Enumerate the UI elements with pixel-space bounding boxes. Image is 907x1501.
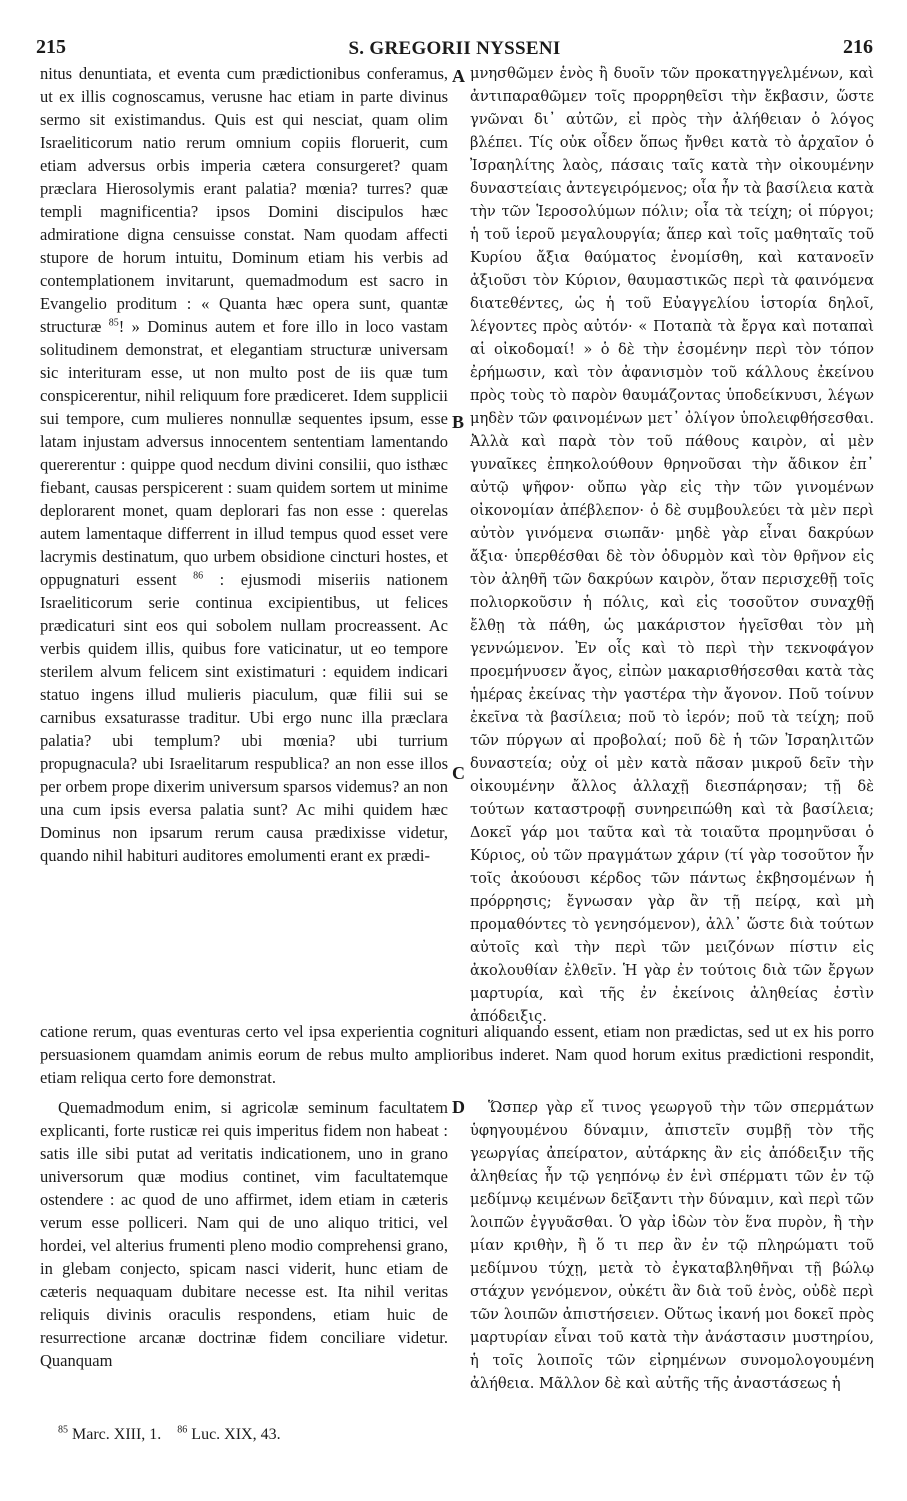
greek-column-top bbox=[470, 62, 874, 1028]
latin-paragraph: Quemadmodum enim, si agricolæ seminum facultatem explicanti, forte rusticæ rei quis imperitus fidem non habeat : satis ille sibi putat ad veritatis indicationem, uno in grano universorum quæ modius continet, vim facultatemque ostendere : ac quod de uno affirmet, idem etiam in cæteris verum esse polliceri. Nam qui de uno aliquo tritici, vel hordei, vel alterius frumenti pleno modio comprehensi grano, in glebam conjecto, spicam nasci viderit, hunc etiam de cæteris nequaquam dubitare necesse est. Ita nihil veritas reliquis divinis oraculis respondens, etiam huic de resurrectione arcanæ doctrinæ fidem conciliare videtur. Quanquam bbox=[40, 1098, 448, 1370]
margin-marker-c: C bbox=[452, 763, 465, 783]
latin-spanning-text bbox=[40, 1020, 874, 1089]
greek-column-bottom bbox=[470, 1096, 874, 1395]
footnote-ref: 86 bbox=[193, 570, 204, 582]
margin-marker-d: D bbox=[452, 1097, 465, 1117]
running-header bbox=[30, 36, 879, 60]
page-number-right: 216 bbox=[843, 36, 873, 58]
footnote-ref: 85 bbox=[108, 317, 119, 329]
running-title: S. GREGORII NYSSENI bbox=[348, 38, 561, 59]
greek-paragraph: μνησθῶμεν ἑνὸς ἢ δυοῖν τῶν προκατηγγελμένων, καὶ ἀντιπαραθῶμεν τοῖς προρρηθεῖσι τὴν ἔκβασιν, ὥστε γνῶναι δι᾽ αὐτῶν, εἰ πρὸς τὴν ἀλήθειαν ὁ λόγος βλέπει. Τίς οὐκ οἶδεν ὅπως ἤνθει κατὰ τὸ ἀρχαῖον ὁ Ἰσραηλίτης λαὸς, πάσαις ταῖς κατὰ τὴν οἰκουμένην δυναστείαις ἀντεγειρόμενος; οἷα ἦν τὰ βασίλεια κατὰ τὴν τῶν Ἱεροσολύμων πόλιν; οἷα τὰ τείχη; οἱ πύργοι; ἡ τοῦ ἱεροῦ μεγαλουργία; ἅπερ καὶ τοῖς μαθηταῖς τοῦ Κυρίου ἄξια θαύματος ἐνομίσθη, καὶ κατανοεῖν ἀξιοῦσι τὸν Κύριον, θαυμαστικῶς περὶ τὰ φαινόμενα διατεθέντες, ὡς ἡ τοῦ Εὐαγγελίου ἱστορία δηλοῖ, λέγοντες πρὸς αὐτόν· « Ποταπὰ τὰ ἔργα καὶ ποταπαὶ αἱ οἰκοδομαί! » ὁ δὲ τὴν ἐσομένην περὶ τὸν τόπον ἐρήμωσιν, καὶ τὸν ἀφανισμὸν τοῦ κάλλους ἐκείνου πρὸς τοὺς τὸ παρὸν θαυμάζοντας ὑποδείκνυσι, λέγων μηδὲν τῶν φαινομένων μετ᾽ ὀλίγον ὑπολειφθήσεσθαι. Ἀλλὰ καὶ παρὰ τὸν τοῦ πάθους καιρὸν, αἱ μὲν γυναῖκες ἐπηκολούθουν θρηνοῦσαι τὴν ἄδικον ἐπ᾽ αὐτῷ ψῆφον· οὔπω γὰρ εἰς τὴν τῶν γινομένων οἰκονομίαν ἀπέβλεπον· ὁ δὲ συμβουλεύει τὰ μὲν περὶ αὐτὸν γινόμενα σιωπᾶν· μηδὲ γὰρ εἶναι δακρύων ἄξια· ὑπερθέσθαι δὲ τὸν ὀδυρμὸν καὶ τὸν θρῆνον εἰς τὸν ἀληθῆ τῶν δακρύων καιρὸν, ὅταν περισχεθῇ τοῖς πολιορκοῦσιν ἡ πόλις, καὶ εἰς τοσοῦτον συναχθῇ ἔλθῃ τὰ πάθη, ὡς μακάριστον ἡγεῖσθαι τὸν μὴ γεννώμενον. Ἐν οἷς καὶ τὸ περὶ τὴν τεκνοφάγον προεμήνυσεν ἄγος, εἰπὼν μακαρισθήσεσθαι κατὰ τὰς ἡμέρας ἐκείνας τὴν γαστέρα τὴν ἄγονον. Ποῦ τοίνυν ἐκεῖνα τὰ βασίλεια; ποῦ τὸ ἱερόν; ποῦ τὰ τείχη; ποῦ τῶν πύργων αἱ προβολαί; ποῦ δὲ ἡ τῶν Ἰσραηλιτῶν δυναστεία; οὐχ οἱ μὲν κατὰ πᾶσαν μικροῦ δεῖν τὴν οἰκουμένην ἄλλος ἀλλαχῇ διεσπάρησαν; τῇ δὲ τούτων καταστροφῇ συνηρειπώθη καὶ τὰ βασίλεια; Δοκεῖ γάρ μοι ταῦτα καὶ τὰ τοιαῦτα προμηνῦσαι ὁ Κύριος, οὐ τῶν πραγμάτων χάριν (τί γὰρ τοσοῦτον ἦν τοῖς ἀκούουσι κέρδος τῶν πάντως ἐκβησομένων ἡ πρόρρησις; ἔγνωσαν γὰρ ἂν τῇ πείρᾳ, καὶ μὴ προμαθόντες τὸ γενησόμενον), ἀλλ᾽ ὥστε διὰ τούτων αὐτοῖς καὶ τὴν περὶ τῶν μειζόνων πίστιν εἰς ἀκολουθίαν ἐλθεῖν. Ἡ γὰρ ἐν τούτοις διὰ τῶν ἔργων μαρτυρία, καὶ τῆς ἐν ἐκείνοις ἀληθείας ἐστὶν ἀπόδειξις. bbox=[470, 65, 874, 1025]
margin-marker-b: B bbox=[452, 412, 465, 432]
footnotes bbox=[58, 1426, 281, 1444]
page-number-left: 215 bbox=[36, 36, 66, 58]
footnote-text: Luc. XIX, 43. bbox=[191, 1426, 281, 1443]
latin-paragraph: catione rerum, quas eventuras certo vel ipsa experientia cogniturі aliquando essent, etiam non prædictas, sed ut ex his porro persuasionem quamdam animis eorum de rebus multo amplioribus inderet. Nam quod horum exitus prædictioni respondit, etiam reliqua certo fore demonstrat. bbox=[40, 1022, 874, 1087]
footnote-number: 86 bbox=[177, 1424, 188, 1436]
latin-column-bottom bbox=[40, 1096, 448, 1372]
latin-paragraph: nitus denuntiata, et eventa cum prædictionibus conferamus, ut ex illis cognoscamus, verusne hac etiam in parte divinus sermo sit existimandus. Quis est qui nesciat, quam olim Israeliticorum natio rerum omnium copiis floruerit, cum etiam adversus orbis imperia cætera consurgeret? quam præclara Hierosolymis erant palatia? mœnia? turres? quæ templi magnificentia? ipsos Domini discipulos hæc admiratione digna censuisse constat. Nam quodam affecti stupore de horum intuitu, Dominum etiam his verbis ad contemplationem invitarunt, quemadmodum est sacro in Evangelio proditum : « Quanta hæc opera sunt, quantæ structuræ $^{85}$! » Dominus autem et fore illo in loco vastam solitudinem demonstrat, et elegantiam structuræ universam sic interituram esse, ut non multo post de iis quæ tum conspicerentur, nihil reliquum fore prædiceret. Idem supplicii sui tempore, cum mulieres nonnullæ sequentes ipsum, esse latam injustam adversus innocentem sententiam lamentando quererentur : quippe quod necdum divini consilii, quo isthæc fiebant, causas perspicerent : suam quidem sortem ut minime deplorarent monet, quam deplorari fas non esse : querelas autem lamentaque differrent in illud tempus quod esset vere lacrymis destinatum, quo urbem obsidione cincturi hostes, et oppugnaturi essent $^{86}$ : ejusmodi miseriis nationem Israeliticorum serie continua excipientibus, ut felices prædicaturi sint eos qui sobolem nullam procreassent. Ac verbis quidem illis, quibus fore vaticinatur, ut eo tempore sterilem alvum felicem sint existimaturi : equidem indicari statuo ingens illud mulieris piaculum, quæ filii sui se carnibus exsaturasse traditur. Ubi ergo nunc illa præclara palatia? ubi templum? ubi mœnia? ubi turrium propugnacula? ubi Israelitarum respublica? an non esse illos per orbem prope dixerim universum sparsos videmus? an non una cum ipsis eversa palatia sunt? Ac mihi quidem hæc Dominus non ipsarum rerum causa prædixisse videtur, quando nihil habituri auditores emolumenti erant ex prædi- bbox=[40, 64, 449, 865]
footnote-number: 85 bbox=[58, 1424, 68, 1436]
footnote-text: Marc. XIII, 1. bbox=[72, 1426, 162, 1443]
margin-marker-a: A bbox=[452, 66, 465, 86]
greek-paragraph: Ὥσπερ γὰρ εἴ τινος γεωργοῦ τὴν τῶν σπερμάτων ὑφηγουμένου δύναμιν, ἀπιστεῖν συμβῇ τὸν τῆς γεωργίας ἀπείρατον, αὐτάρκης ἂν εἰς ἀπόδειξιν τῆς ἀληθείας ἦν τῷ γεηπόνῳ ἐν ἑνὶ σπέρματι τῶν ἐν τῷ μεδίμνῳ κειμένων δεῖξαντι τὴν δύναμιν, καὶ περὶ τῶν λοιπῶν ἐγγυᾶσθαι. Ὁ γὰρ ἰδὼν τὸν ἕνα πυρὸν, ἢ τὴν μίαν κριθὴν, ἢ ὅ τι περ ἂν ἐν τῷ πληρώματι τοῦ μεδίμνου τύχῃ, μετὰ τὸ ἐγκαταβληθῆναι τῇ βώλῳ στάχυν γενόμενον, οὐκέτι ἂν διὰ τοῦ ἑνὸς, οὐδὲ περὶ τῶν λοιπῶν ἀπιστήσειεν. Οὕτως ἱκανή μοι δοκεῖ πρὸς μαρτυρίαν εἶναι τοῦ κατὰ τὴν ἀνάστασιν μυστηρίου, ἡ τοῖς λοιποῖς τῶν εἰρημένων συνομολογουμένη ἀλήθεια. Μᾶλλον δὲ καὶ αὐτῆς τῆς ἀναστάσεως ἡ bbox=[470, 1099, 874, 1392]
latin-column-top bbox=[40, 62, 448, 867]
